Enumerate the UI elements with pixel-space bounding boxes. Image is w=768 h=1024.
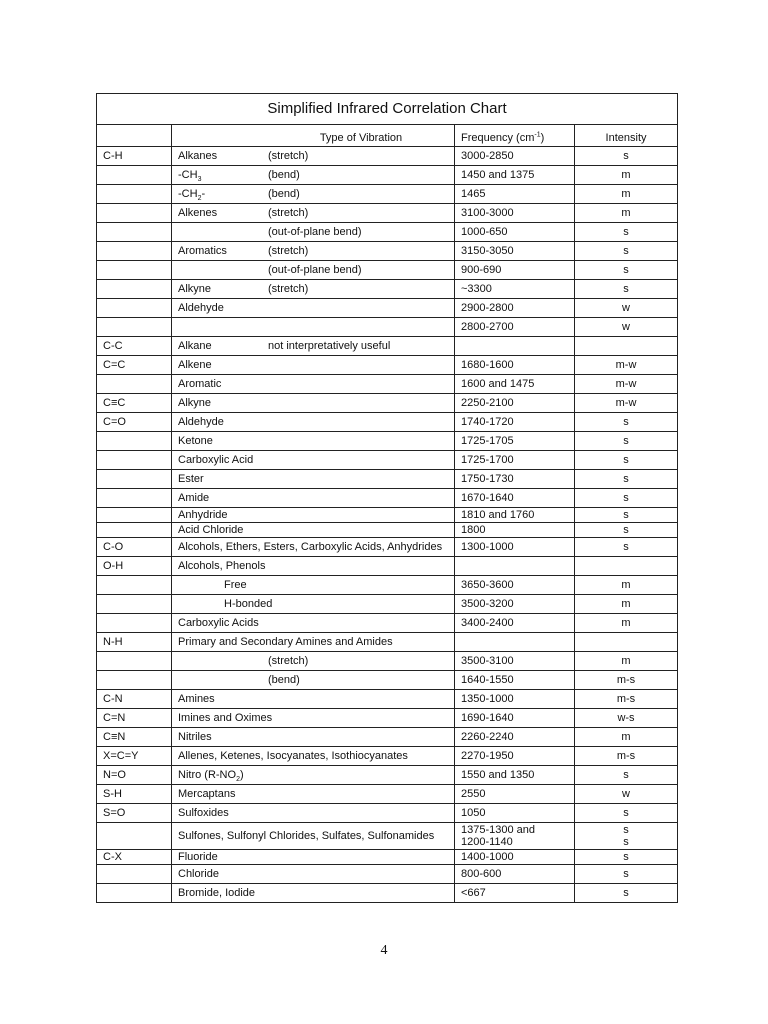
group-name	[178, 226, 268, 238]
table-row	[97, 595, 678, 614]
vibration-mode: (out-of-plane bend)	[268, 226, 362, 238]
vibration-cell	[172, 432, 455, 451]
intensity-cell: s	[575, 413, 678, 432]
group-name: Nitriles	[178, 731, 212, 743]
bond-cell: C≡N	[97, 728, 172, 747]
intensity-cell: w	[575, 318, 678, 337]
group-name: Aromatic	[178, 378, 222, 390]
vibration-cell	[172, 299, 455, 318]
intensity-cell: w	[575, 785, 678, 804]
table-row	[97, 557, 678, 576]
intensity-cell: s	[575, 489, 678, 508]
bond-cell: C-H	[97, 147, 172, 166]
vibration-cell	[172, 865, 455, 884]
frequency-cell: 800-600	[455, 865, 575, 884]
header-intensity: Intensity	[575, 125, 678, 147]
intensity-cell: s	[575, 470, 678, 489]
frequency-cell: 1680-1600	[455, 356, 575, 375]
bond-cell: C≡C	[97, 394, 172, 413]
group-name: H-bonded	[224, 598, 273, 610]
vibration-cell	[172, 747, 455, 766]
bond-cell	[97, 884, 172, 903]
frequency-cell: 3150-3050	[455, 242, 575, 261]
table-row	[97, 394, 678, 413]
intensity-cell: w	[575, 299, 678, 318]
vibration-mode: (bend)	[268, 674, 300, 686]
table-row	[97, 884, 678, 903]
table-row	[97, 489, 678, 508]
frequency-cell: 1725-1700	[455, 451, 575, 470]
vibration-mode: not interpretatively useful	[268, 340, 391, 352]
intensity-cell: s	[575, 538, 678, 557]
vibration-cell	[172, 804, 455, 823]
intensity-cell: m	[575, 652, 678, 671]
frequency-cell: 1550 and 1350	[455, 766, 575, 785]
frequency-cell: 1600 and 1475	[455, 375, 575, 394]
bond-cell	[97, 299, 172, 318]
table-row	[97, 242, 678, 261]
table-row	[97, 356, 678, 375]
group-name	[178, 655, 268, 667]
table-row	[97, 671, 678, 690]
bond-cell	[97, 489, 172, 508]
page-number: 4	[380, 943, 388, 958]
vibration-cell	[172, 671, 455, 690]
group-name: Fluoride	[178, 851, 218, 863]
group-name: Amines	[178, 693, 215, 705]
table-row	[97, 166, 678, 185]
intensity-cell: m	[575, 614, 678, 633]
bond-cell	[97, 166, 172, 185]
group-name: Sulfoxides	[178, 807, 229, 819]
ir-correlation-table	[96, 93, 678, 903]
frequency-cell: 1750-1730	[455, 470, 575, 489]
frequency-cell: 2900-2800	[455, 299, 575, 318]
frequency-cell: 1640-1550	[455, 671, 575, 690]
bond-cell: C=N	[97, 709, 172, 728]
intensity-cell: m-w	[575, 375, 678, 394]
group-name: $-CH_2-$	[178, 188, 206, 203]
table-title: Simplified Infrared Correlation Chart	[97, 94, 678, 125]
vibration-mode: (stretch)	[268, 283, 309, 295]
frequency-cell: 3400-2400	[455, 614, 575, 633]
intensity-cell: m	[575, 204, 678, 223]
vibration-cell	[172, 204, 455, 223]
vibration-cell	[172, 557, 455, 576]
bond-cell	[97, 261, 172, 280]
group-name	[178, 674, 268, 686]
bond-cell	[97, 432, 172, 451]
frequency-cell: 1465	[455, 185, 575, 204]
intensity-cell: s	[575, 508, 678, 523]
intensity-cell: m-s	[575, 671, 678, 690]
group-name: Alkenes	[178, 207, 218, 219]
intensity-cell: s s	[575, 823, 678, 850]
intensity-cell: s	[575, 147, 678, 166]
intensity-cell: m	[575, 576, 678, 595]
intensity-cell: s	[575, 261, 678, 280]
frequency-cell: 1800	[455, 523, 575, 538]
vibration-cell	[172, 823, 455, 850]
table-row	[97, 432, 678, 451]
bond-cell	[97, 523, 172, 538]
vibration-cell	[172, 356, 455, 375]
intensity-cell: s	[575, 766, 678, 785]
vibration-cell	[172, 652, 455, 671]
vibration-cell	[172, 166, 455, 185]
frequency-cell: 1740-1720	[455, 413, 575, 432]
bond-cell	[97, 185, 172, 204]
intensity-cell	[575, 557, 678, 576]
vibration-cell	[172, 785, 455, 804]
bond-cell	[97, 508, 172, 523]
bond-cell: O-H	[97, 557, 172, 576]
header-bond	[97, 125, 172, 147]
group-name: Acid Chloride	[178, 524, 244, 536]
vibration-cell	[172, 185, 455, 204]
table-row	[97, 823, 678, 850]
bond-cell	[97, 451, 172, 470]
header-vibration: Type of Vibration	[172, 125, 455, 147]
table-row	[97, 223, 678, 242]
vibration-cell	[172, 614, 455, 633]
intensity-cell: m-s	[575, 747, 678, 766]
intensity-cell: s	[575, 804, 678, 823]
table-row	[97, 299, 678, 318]
frequency-cell: 2800-2700	[455, 318, 575, 337]
intensity-cell: m	[575, 728, 678, 747]
table-row	[97, 633, 678, 652]
frequency-cell: 1450 and 1375	[455, 166, 575, 185]
table-row	[97, 204, 678, 223]
bond-cell: X=C=Y	[97, 747, 172, 766]
frequency-cell	[455, 633, 575, 652]
bond-cell	[97, 652, 172, 671]
frequency-cell: 1400-1000	[455, 850, 575, 865]
group-name: Ketone	[178, 435, 213, 447]
table-row	[97, 804, 678, 823]
table-row	[97, 850, 678, 865]
intensity-cell	[575, 337, 678, 356]
vibration-cell	[172, 451, 455, 470]
intensity-cell: s	[575, 884, 678, 903]
table-row	[97, 413, 678, 432]
frequency-cell: 2260-2240	[455, 728, 575, 747]
bond-cell	[97, 242, 172, 261]
intensity-cell: s	[575, 451, 678, 470]
intensity-cell	[575, 633, 678, 652]
group-name: Carboxylic Acid	[178, 454, 254, 466]
group-name: Alkene	[178, 359, 212, 371]
frequency-cell: 1000-650	[455, 223, 575, 242]
table-row	[97, 318, 678, 337]
table-row	[97, 766, 678, 785]
frequency-cell: 2250-2100	[455, 394, 575, 413]
frequency-cell	[455, 557, 575, 576]
bond-cell: C=C	[97, 356, 172, 375]
intensity-cell: m	[575, 166, 678, 185]
bond-cell	[97, 204, 172, 223]
vibration-cell	[172, 595, 455, 614]
table-row	[97, 185, 678, 204]
intensity-cell: m-s	[575, 690, 678, 709]
intensity-cell: m	[575, 595, 678, 614]
table-row	[97, 375, 678, 394]
intensity-cell: m	[575, 185, 678, 204]
vibration-mode: (bend)	[268, 188, 300, 200]
frequency-cell: 3000-2850	[455, 147, 575, 166]
group-name: Chloride	[178, 868, 219, 880]
table-row	[97, 865, 678, 884]
vibration-mode: (stretch)	[268, 655, 309, 667]
frequency-cell: 3650-3600	[455, 576, 575, 595]
bond-cell	[97, 318, 172, 337]
bond-cell	[97, 280, 172, 299]
table-row	[97, 614, 678, 633]
table-row	[97, 576, 678, 595]
table-row	[97, 709, 678, 728]
vibration-cell	[172, 318, 455, 337]
table-row	[97, 508, 678, 523]
intensity-cell: s	[575, 850, 678, 865]
frequency-cell: 900-690	[455, 261, 575, 280]
group-name: Nitro $(R-NO_2)$	[178, 769, 244, 784]
vibration-cell	[172, 394, 455, 413]
group-name: Carboxylic Acids	[178, 617, 259, 629]
bond-cell: N=O	[97, 766, 172, 785]
group-name: Ester	[178, 473, 204, 485]
vibration-cell	[172, 489, 455, 508]
intensity-cell: m-w	[575, 394, 678, 413]
group-name: $-CH_3$	[178, 169, 202, 184]
frequency-cell	[455, 337, 575, 356]
vibration-mode: (stretch)	[268, 150, 309, 162]
bond-cell	[97, 671, 172, 690]
group-name: Free	[224, 579, 247, 591]
bond-cell: C-O	[97, 538, 172, 557]
table-row	[97, 728, 678, 747]
vibration-cell	[172, 690, 455, 709]
table-row	[97, 785, 678, 804]
group-name: Primary and Secondary Amines and Amides	[178, 636, 393, 648]
intensity-cell: m-w	[575, 356, 678, 375]
vibration-cell	[172, 223, 455, 242]
vibration-cell	[172, 523, 455, 538]
table-row	[97, 747, 678, 766]
header-frequency: Frequency $(cm^{-1})$	[455, 125, 575, 147]
group-name: Imines and Oximes	[178, 712, 273, 724]
vibration-cell	[172, 538, 455, 557]
table-row	[97, 470, 678, 489]
frequency-cell: 1810 and 1760	[455, 508, 575, 523]
vibration-cell	[172, 633, 455, 652]
frequency-cell: 3500-3200	[455, 595, 575, 614]
vibration-cell	[172, 766, 455, 785]
intensity-cell: s	[575, 523, 678, 538]
bond-cell: S-H	[97, 785, 172, 804]
frequency-cell: 1300-1000	[455, 538, 575, 557]
frequency-cell: <667	[455, 884, 575, 903]
vibration-cell	[172, 280, 455, 299]
bond-cell: C-N	[97, 690, 172, 709]
frequency-cell: 1050	[455, 804, 575, 823]
intensity-cell: s	[575, 432, 678, 451]
frequency-cell: 1350-1000	[455, 690, 575, 709]
group-name: Amide	[178, 492, 210, 504]
intensity-cell: s	[575, 223, 678, 242]
frequency-cell: ~3300	[455, 280, 575, 299]
vibration-cell	[172, 242, 455, 261]
group-name: Aldehyde	[178, 302, 224, 314]
table-row	[97, 451, 678, 470]
bond-cell: S=O	[97, 804, 172, 823]
group-name: Bromide, Iodide	[178, 887, 256, 899]
frequency-cell: 1725-1705	[455, 432, 575, 451]
vibration-cell	[172, 709, 455, 728]
vibration-cell	[172, 261, 455, 280]
bond-cell	[97, 595, 172, 614]
vibration-cell	[172, 413, 455, 432]
intensity-cell: s	[575, 242, 678, 261]
group-name: Alcohols, Ethers, Esters, Carboxylic Acids, Anhydrides	[178, 541, 443, 553]
group-name: Alkyne	[178, 397, 212, 409]
bond-cell	[97, 614, 172, 633]
intensity-cell: s	[575, 865, 678, 884]
table-row	[97, 280, 678, 299]
group-name: Allenes, Ketenes, Isocyanates, Isothiocyanates	[178, 750, 408, 762]
table-row	[97, 652, 678, 671]
group-name: Aromatics	[178, 245, 227, 257]
vibration-cell	[172, 470, 455, 489]
bond-cell	[97, 823, 172, 850]
table-row	[97, 538, 678, 557]
bond-cell: N-H	[97, 633, 172, 652]
bond-cell	[97, 223, 172, 242]
frequency-cell: 2550	[455, 785, 575, 804]
group-name	[178, 264, 268, 276]
group-name: Anhydride	[178, 509, 228, 521]
vibration-mode: (bend)	[268, 169, 300, 181]
intensity-cell: s	[575, 280, 678, 299]
frequency-cell: 1670-1640	[455, 489, 575, 508]
bond-cell	[97, 375, 172, 394]
vibration-mode: (stretch)	[268, 245, 309, 257]
frequency-cell: 3100-3000	[455, 204, 575, 223]
group-name: Alkanes	[178, 150, 218, 162]
vibration-cell	[172, 337, 455, 356]
vibration-cell	[172, 576, 455, 595]
frequency-cell: 2270-1950	[455, 747, 575, 766]
table-row	[97, 337, 678, 356]
vibration-mode: (stretch)	[268, 207, 309, 219]
table-row	[97, 523, 678, 538]
vibration-cell	[172, 508, 455, 523]
vibration-cell	[172, 375, 455, 394]
group-name: Aldehyde	[178, 416, 224, 428]
group-name: Alkyne	[178, 283, 212, 295]
frequency-cell: 3500-3100	[455, 652, 575, 671]
frequency-cell: 1690-1640	[455, 709, 575, 728]
table-row	[97, 261, 678, 280]
group-name: Alkane	[178, 340, 212, 352]
bond-cell	[97, 576, 172, 595]
vibration-cell	[172, 728, 455, 747]
vibration-mode: (out-of-plane bend)	[268, 264, 362, 276]
vibration-cell	[172, 147, 455, 166]
vibration-cell	[172, 850, 455, 865]
group-name: Sulfones, Sulfonyl Chlorides, Sulfates, Sulfonamides	[178, 830, 435, 842]
group-name: Alcohols, Phenols	[178, 560, 266, 572]
group-name: Mercaptans	[178, 788, 236, 800]
vibration-cell	[172, 884, 455, 903]
bond-cell	[97, 470, 172, 489]
bond-cell	[97, 865, 172, 884]
bond-cell: C=O	[97, 413, 172, 432]
bond-cell: C-C	[97, 337, 172, 356]
table-row	[97, 690, 678, 709]
frequency-cell: 1375-1300 and 1200-1140	[455, 823, 575, 850]
intensity-cell: w-s	[575, 709, 678, 728]
table-row	[97, 147, 678, 166]
bond-cell: C-X	[97, 850, 172, 865]
